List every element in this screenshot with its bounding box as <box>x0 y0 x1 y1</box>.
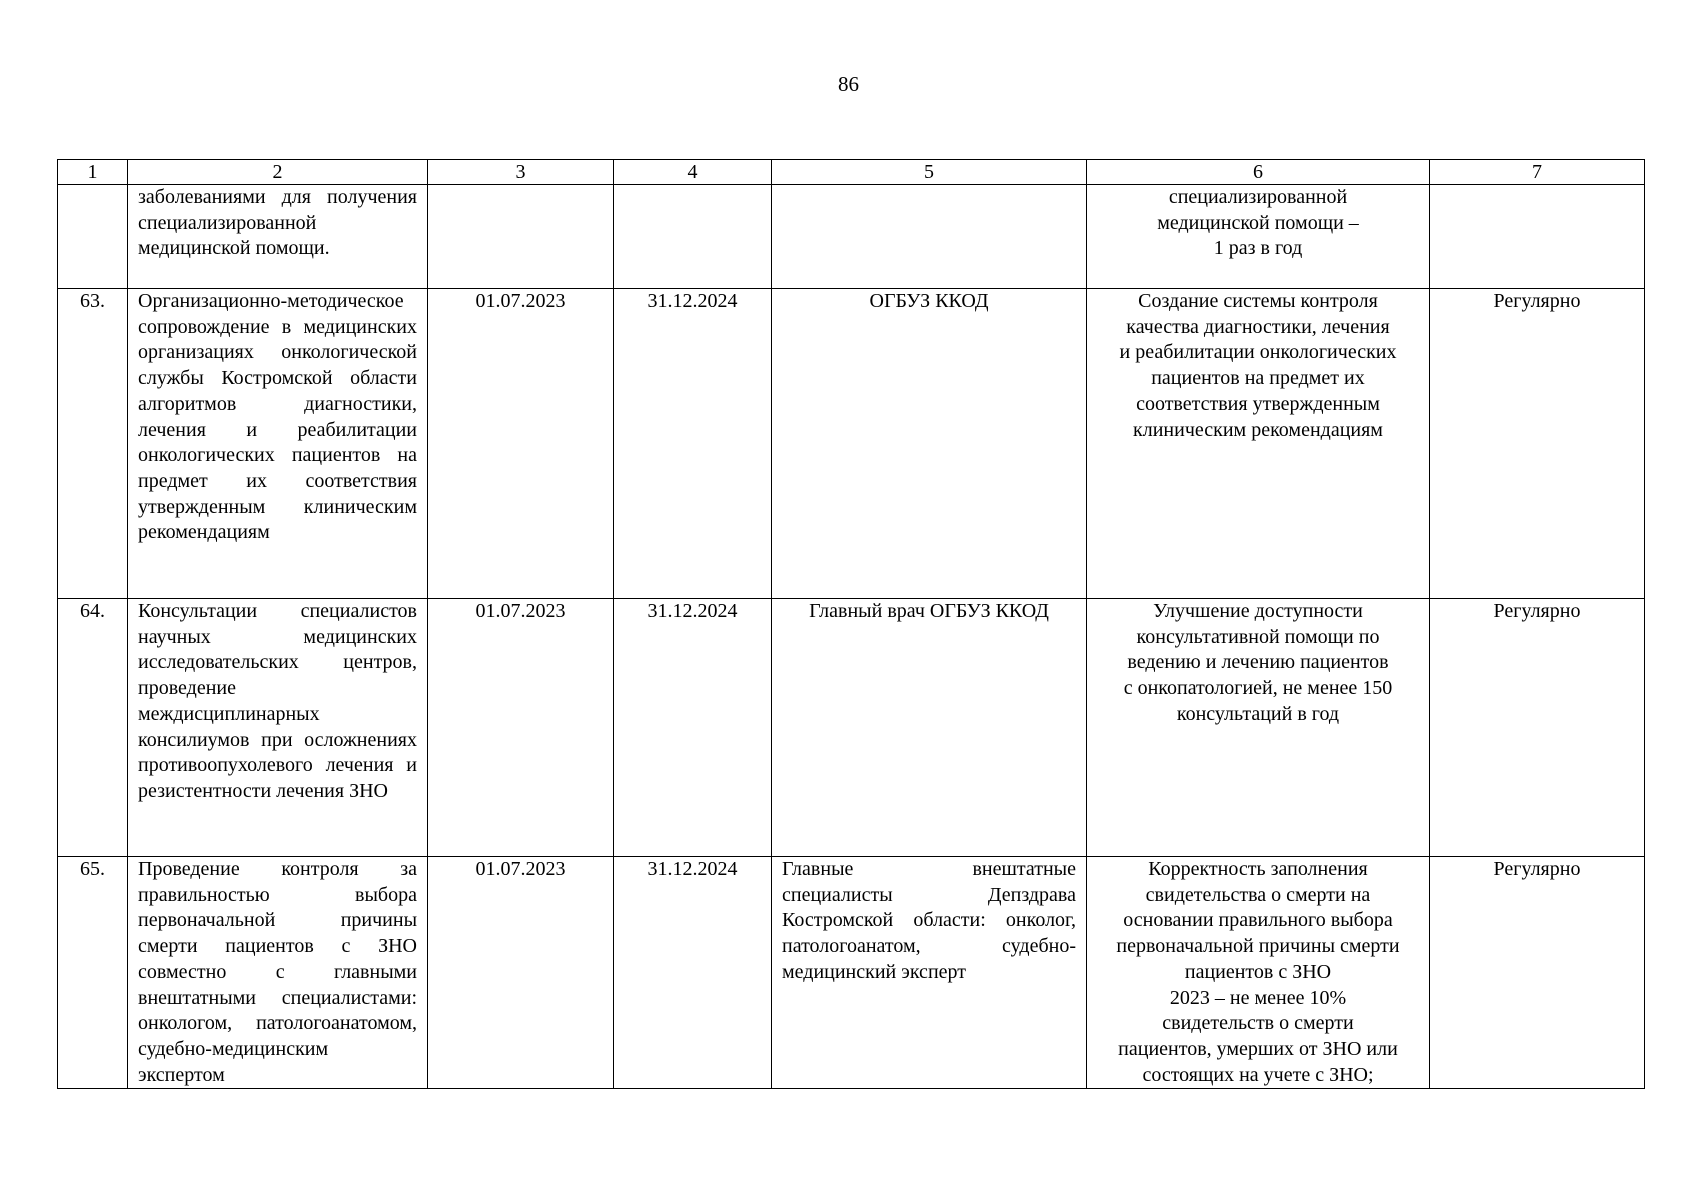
table-row <box>58 857 1645 1089</box>
responsible-cell: ОГБУЗ ККОД <box>772 289 1087 599</box>
column-header: 1 <box>58 160 128 185</box>
responsible-cell <box>772 185 1087 289</box>
table-row <box>58 599 1645 857</box>
result-cell: специализированной медицинской помощи – 1 раз в год <box>1087 185 1430 289</box>
frequency-cell: Регулярно <box>1430 289 1645 599</box>
start-date-cell: 01.07.2023 <box>428 289 614 599</box>
end-date-cell <box>614 185 772 289</box>
row-number-cell: 64. <box>58 599 128 857</box>
frequency-cell <box>1430 185 1645 289</box>
action-cell: Проведение контроля за правильностью выбора первоначальной причины смерти пациентов с ЗНО совместно с главными внештатными специалистами: онкологом, патологоанатомом, судебно-медицинским экспертом <box>128 857 428 1089</box>
column-header: 6 <box>1087 160 1430 185</box>
row-number-cell: 65. <box>58 857 128 1089</box>
column-header: 3 <box>428 160 614 185</box>
row-number-cell <box>58 185 128 289</box>
column-number-header-row <box>58 160 1645 185</box>
start-date-cell <box>428 185 614 289</box>
frequency-cell: Регулярно <box>1430 599 1645 857</box>
action-cell: заболеваниями для получения специализированной медицинской помощи. <box>128 185 428 289</box>
column-header: 5 <box>772 160 1087 185</box>
responsible-cell: Главный врач ОГБУЗ ККОД <box>772 599 1087 857</box>
action-cell: Организационно-методическое сопровождение в медицинских организациях онкологической службы Костромской области алгоритмов диагностики, лечения и реабилитации онкологических пациентов на предмет их соответствия утвержденным клиническим рекомендациям <box>128 289 428 599</box>
end-date-cell: 31.12.2024 <box>614 599 772 857</box>
result-cell: Создание системы контроля качества диагностики, лечения и реабилитации онкологических пациентов на предмет их соответствия утвержденным клиническим рекомендациям <box>1087 289 1430 599</box>
action-cell: Консультации специалистов научных медицинских исследовательских центров, проведение междисциплинарных консилиумов при осложнениях противоопухолевого лечения и резистентности лечения ЗНО <box>128 599 428 857</box>
end-date-cell: 31.12.2024 <box>614 857 772 1089</box>
page-number: 86 <box>838 72 859 96</box>
end-date-cell: 31.12.2024 <box>614 289 772 599</box>
column-header: 4 <box>614 160 772 185</box>
start-date-cell: 01.07.2023 <box>428 857 614 1089</box>
row-number-cell: 63. <box>58 289 128 599</box>
action-plan-table <box>57 159 1645 1089</box>
frequency-cell: Регулярно <box>1430 857 1645 1089</box>
result-cell: Улучшение доступности консультативной помощи по ведению и лечению пациентов с онкопатологией, не менее 150 консультаций в год <box>1087 599 1430 857</box>
table-row <box>58 289 1645 599</box>
table-row-continuation <box>58 185 1645 289</box>
start-date-cell: 01.07.2023 <box>428 599 614 857</box>
column-header: 2 <box>128 160 428 185</box>
result-cell: Корректность заполнения свидетельства о смерти на основании правильного выбора первоначальной причины смерти пациентов с ЗНО 2023 – не менее 10% свидетельств о смерти пациентов, умерших от ЗНО или состоящих на учете с ЗНО; <box>1087 857 1430 1089</box>
column-header: 7 <box>1430 160 1645 185</box>
responsible-cell: Главные внештатные специалисты Депздрава Костромской области: онколог, патологоанатом, судебно-медицинский эксперт <box>772 857 1087 1089</box>
